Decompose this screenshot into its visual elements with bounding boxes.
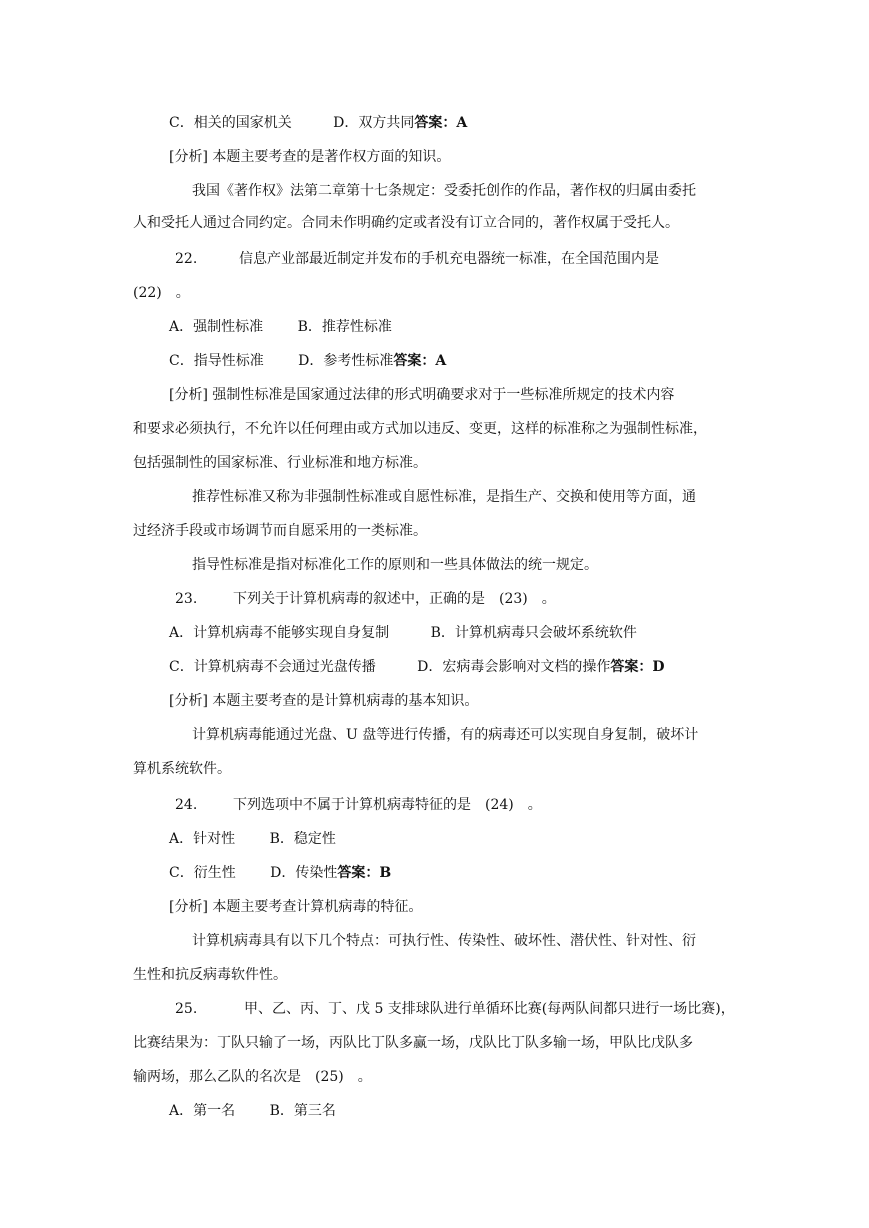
q23-stem: 下列关于计算机病毒的叙述中，正确的是 (23) 。: [233, 591, 556, 607]
answer-label: 答案：: [610, 659, 653, 675]
option-d: D．传染性: [270, 865, 338, 881]
q25-stem-line-1: 甲、乙、丙、丁、戊 5 支排球队进行单循环比赛(每两队间都只进行一场比赛)，: [244, 1001, 735, 1017]
q23-number: 23.: [175, 591, 198, 607]
option-d: D．宏病毒会影响对文档的操作: [417, 659, 611, 675]
q22-explanation-2: 指导性标准是指对标准化工作的原则和一些具体做法的统一规定。: [192, 557, 598, 573]
option-c: C．指导性标准: [169, 353, 264, 369]
q21-explanation-line-2: 人和受托人通过合同约定。合同未作明确约定或者没有订立合同的，著作权属于受托人。: [133, 215, 679, 231]
option-b: B．计算机病毒只会破坏系统软件: [430, 625, 637, 641]
q25-options-ab: [169, 1101, 336, 1121]
q22-analysis-line-2: 和要求必须执行，不允许以任何理由或方式加以违反、变更，这样的标准称之为强制性标准，: [133, 421, 707, 437]
q24-explanation-line-2: 生性和抗反病毒软件性。: [133, 967, 287, 983]
q22-stem-line-2: (22) 。: [133, 285, 190, 301]
option-a: A．计算机病毒不能够实现自身复制: [169, 625, 390, 641]
q23-analysis: [分析] 本题主要考查的是计算机病毒的基本知识。: [169, 693, 479, 709]
answer-label: 答案：: [337, 865, 380, 881]
q24-options-ab: [169, 829, 336, 849]
q21-analysis: [分析] 本题主要考查的是著作权方面的知识。: [169, 149, 451, 165]
q23-options-ab: [169, 623, 637, 643]
q25-number: 25.: [175, 1001, 198, 1017]
option-a: A．强制性标准: [169, 319, 264, 335]
q24-explanation-line-1: 计算机病毒具有以下几个特点：可执行性、传染性、破坏性、潜伏性、针对性、衍: [192, 933, 696, 949]
q24-options-cd: [169, 863, 391, 883]
q22-options-cd: [169, 351, 446, 371]
q22-explanation-1-line-2: 过经济手段或市场调节而自愿采用的一类标准。: [133, 523, 427, 539]
option-d: D．双方共同: [333, 115, 415, 131]
q23-options-cd: [169, 657, 665, 677]
answer-label: 答案：: [414, 115, 457, 131]
answer-value: B: [379, 865, 392, 881]
q22-explanation-1-line-1: 推荐性标准又称为非强制性标准或自愿性标准，是指生产、交换和使用等方面，通: [192, 489, 696, 505]
option-b: B．稳定性: [269, 831, 336, 847]
q22-stem-line-1: 信息产业部最近制定并发布的手机充电器统一标准，在全国范围内是: [239, 251, 659, 267]
q23-explanation-line-1: 计算机病毒能通过光盘、U 盘等进行传播，有的病毒还可以实现自身复制，破坏计: [192, 727, 699, 743]
answer-value: A: [435, 353, 447, 369]
option-c: C．相关的国家机关: [169, 115, 292, 131]
option-c: C．计算机病毒不会通过光盘传播: [169, 659, 376, 675]
answer-value: D: [652, 659, 665, 675]
q23-explanation-line-2: 算机系统软件。: [133, 761, 231, 777]
q22-options-ab: [169, 317, 392, 337]
option-a: A．针对性: [169, 831, 236, 847]
option-b: B．推荐性标准: [297, 319, 392, 335]
q22-analysis-line-3: 包括强制性的国家标准、行业标准和地方标准。: [133, 455, 427, 471]
q21-explanation-line-1: 我国《著作权》法第二章第十七条规定：受委托创作的作品，著作权的归属由委托: [192, 183, 696, 199]
q25-stem-line-2: 比赛结果为：丁队只输了一场，丙队比丁队多赢一场，戊队比丁队多输一场，甲队比戊队多: [133, 1035, 693, 1051]
option-b: B．第三名: [269, 1103, 336, 1119]
option-a: A．第一名: [169, 1103, 236, 1119]
q22-number: 22.: [175, 251, 198, 267]
q21-options-cd: [169, 113, 467, 133]
q22-analysis-line-1: [分析] 强制性标准是国家通过法律的形式明确要求对于一些标准所规定的技术内容: [169, 387, 675, 403]
answer-value: A: [456, 115, 468, 131]
q24-number: 24.: [175, 797, 198, 813]
option-d: D．参考性标准: [298, 353, 394, 369]
q24-analysis: [分析] 本题主要考查计算机病毒的特征。: [169, 899, 423, 915]
answer-label: 答案：: [393, 353, 436, 369]
q24-stem: 下列选项中不属于计算机病毒特征的是 (24) 。: [233, 797, 542, 813]
q25-stem-line-3: 输两场，那么乙队的名次是 (25) 。: [133, 1069, 372, 1085]
option-c: C．衍生性: [169, 865, 236, 881]
